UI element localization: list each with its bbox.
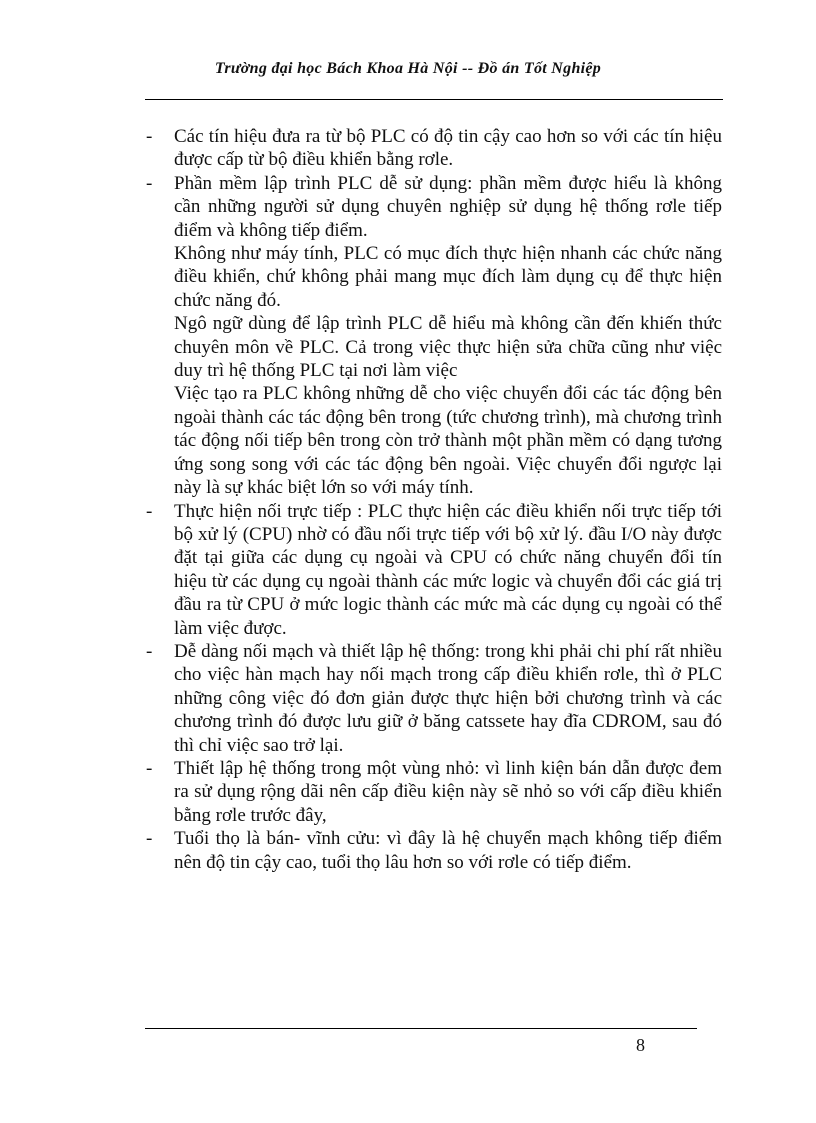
bullet-marker: - — [146, 172, 153, 194]
bullet-item — [146, 500, 722, 640]
bullet-marker: - — [146, 640, 153, 662]
bullet-marker: - — [146, 126, 153, 147]
paragraph: Không như máy tính, PLC có mục đích thực hiện nhanh các chức năng điều khiển, chứ không phải mang mục đích làm dụng cụ để thực hiện chức năng đó. — [174, 243, 722, 311]
paragraph: Ngô ngữ dùng để lập trình PLC dễ hiểu mà không cần đến khiến thức chuyên môn về PLC. Cả trong việc thực hiện sửa chữa cũng như việc duy trì hệ thống PLC tại nơi làm việc — [174, 313, 722, 382]
bullet-text: Tuổi thọ là bán- vĩnh cửu: vì đây là hệ chuyển mạch không tiếp điểm nên độ tin cậy cao, tuổi thọ lâu hơn so với rơle có tiếp điểm. — [174, 828, 722, 873]
bullet-marker: - — [146, 828, 153, 850]
bullet-text: Các tín hiệu đưa ra từ bộ PLC có độ tin cậy cao hơn so với các tín hiệu được cấp từ bộ điều khiển bằng rơle. — [174, 126, 722, 171]
footer-divider — [145, 1028, 697, 1029]
document-body — [146, 125, 722, 874]
bullet-marker: - — [146, 757, 153, 779]
bullet-item — [146, 827, 722, 874]
page-number: 8 — [636, 1035, 645, 1055]
bullet-text: Phần mềm lập trình PLC dễ sử dụng: phần mềm được hiểu là không cần những người sử dụng chuyên nghiệp sử dụng hệ thống rơle tiếp điểm và không tiếp điểm. — [174, 172, 722, 241]
bullet-text: Thiết lập hệ thống trong một vùng nhỏ: vì linh kiện bán dẫn được đem ra sử dụng rộng dãi nên cấp điều kiện này sẽ nhỏ so với cấp điều khiển bằng rơle trước đây, — [174, 757, 722, 826]
bullet-marker: - — [146, 500, 153, 522]
bullet-text: Dễ dàng nối mạch và thiết lập hệ thống: trong khi phải chi phí rất nhiều cho việc hàn mạch hay nối mạch trong cấp điều khiển rơle, thì ở PLC những công việc đó đơn giản được thực hiện bởi chương trình và các chương trình đó được lưu giữ ở băng catssete hay đĩa CDROM, sau đó thì chỉ việc sao trở lại. — [174, 640, 722, 756]
bullet-item — [146, 125, 722, 172]
page-header-title: Trường đại học Bách Khoa Hà Nội -- Đồ án Tốt Nghiệp — [214, 60, 602, 77]
bullet-text: Thực hiện nối trực tiếp : PLC thực hiện các điều khiển nối trực tiếp tới bộ xử lý (CPU) nhờ có đầu nối trực tiếp với bộ xử lý. đầu I/O này được đặt tại giữa các dụng cụ ngoài và CPU có chức năng chuyển đổi tín hiệu từ các dụng cụ ngoài thành các mức logic và chuyển đổi các giá trị đầu ra từ CPU ở mức logic thành các mức mà các dụng cụ ngoài có thể làm việc được. — [174, 500, 722, 639]
bullet-item — [146, 640, 722, 757]
bullet-item — [146, 757, 722, 827]
header-divider — [145, 99, 723, 100]
paragraph: Việc tạo ra PLC không những dễ cho việc chuyển đổi các tác động bên ngoài thành các tác động bên trong (tức chương trình), mà chương trình tác động nối tiếp bên trong còn trở thành một phần mềm có dạng tương ứng song song với các tác động bên ngoài. Việc chuyển đổi ngược lại này là sự khác biệt lớn so với máy tính. — [174, 383, 722, 499]
bullet-item — [146, 172, 722, 242]
